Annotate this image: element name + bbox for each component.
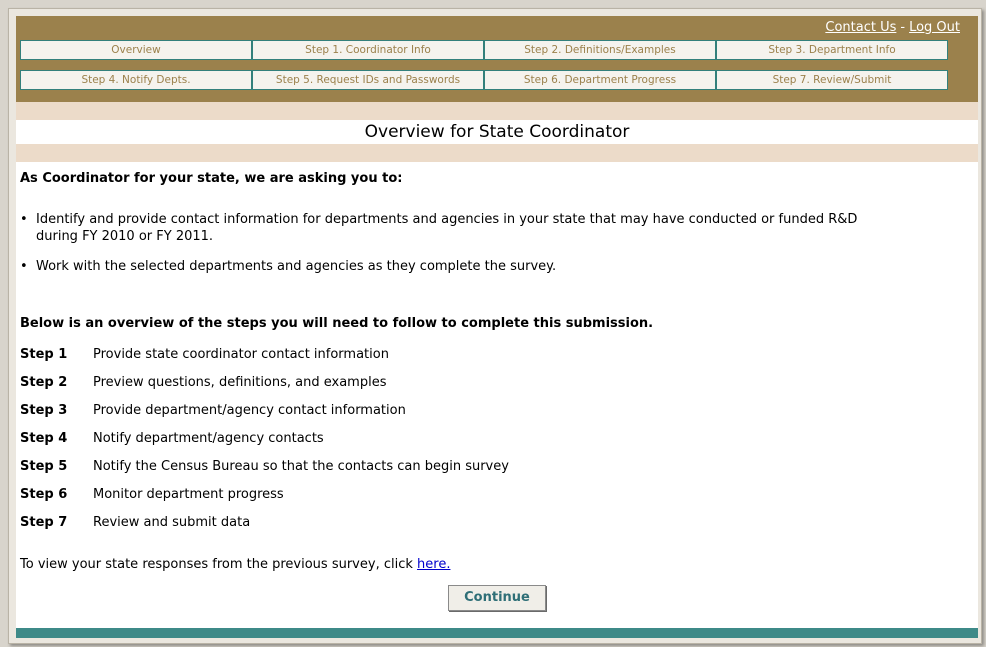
step-row [20,459,720,476]
tab-step3-department-info[interactable]: Step 3. Department Info [716,40,948,60]
tab-step2-definitions[interactable]: Step 2. Definitions/Examples [484,40,716,60]
continue-button[interactable]: Continue [448,585,546,611]
tab-step4-notify-depts[interactable]: Step 4. Notify Depts. [20,70,252,90]
footer-bar [16,628,978,638]
bullet-icon: • [20,259,28,274]
step-label: Step 3 [20,403,68,418]
step-label: Step 2 [20,375,68,390]
step-description: Review and submit data [93,515,251,530]
step-description: Notify department/agency contacts [93,431,324,446]
step-row [20,403,720,420]
step-label: Step 1 [20,347,68,362]
intro-text: As Coordinator for your state, we are asking you to: [20,171,403,186]
link-separator: - [900,20,906,35]
header-bar [16,16,978,102]
list-item [20,211,900,245]
previous-survey-note [20,557,450,572]
tab-step6-department-progress[interactable]: Step 6. Department Progress [484,70,716,90]
tab-step7-review-submit[interactable]: Step 7. Review/Submit [716,70,948,90]
title-band-top [16,102,978,120]
step-row [20,431,720,448]
task-list [20,211,900,288]
step-description: Provide state coordinator contact information [93,347,389,362]
tab-step1-coordinator-info[interactable]: Step 1. Coordinator Info [252,40,484,60]
page-container [16,16,978,638]
step-description: Monitor department progress [93,487,284,502]
log-out-link[interactable]: Log Out [909,20,960,35]
step-label: Step 4 [20,431,68,446]
bullet-text: Work with the selected departments and agencies as they complete the survey. [36,259,557,274]
previous-survey-text: To view your state responses from the previous survey, click [20,557,413,572]
contact-us-link[interactable]: Contact Us [825,20,897,35]
step-label: Step 7 [20,515,68,530]
tab-step5-request-ids[interactable]: Step 5. Request IDs and Passwords [252,70,484,90]
step-description: Provide department/agency contact information [93,403,406,418]
step-label: Step 5 [20,459,68,474]
page-title: Overview for State Coordinator [364,122,630,142]
bullet-text: Identify and provide contact information for departments and agencies in your state that may have conducted or funded R&D during FY 2010 or FY 2011. [36,212,858,244]
step-row [20,347,720,364]
list-item [20,258,900,275]
tab-overview[interactable]: Overview [20,40,252,60]
step-label: Step 6 [20,487,68,502]
step-row [20,375,720,392]
step-row [20,487,720,504]
step-description: Notify the Census Bureau so that the contacts can begin survey [93,459,509,474]
top-links [825,20,960,35]
steps-heading: Below is an overview of the steps you will need to follow to complete this submission. [20,316,654,331]
bullet-icon: • [20,212,28,227]
title-band-bottom [16,144,978,162]
step-row [20,515,720,532]
previous-survey-link[interactable]: here. [417,557,451,572]
step-description: Preview questions, definitions, and examples [93,375,387,390]
